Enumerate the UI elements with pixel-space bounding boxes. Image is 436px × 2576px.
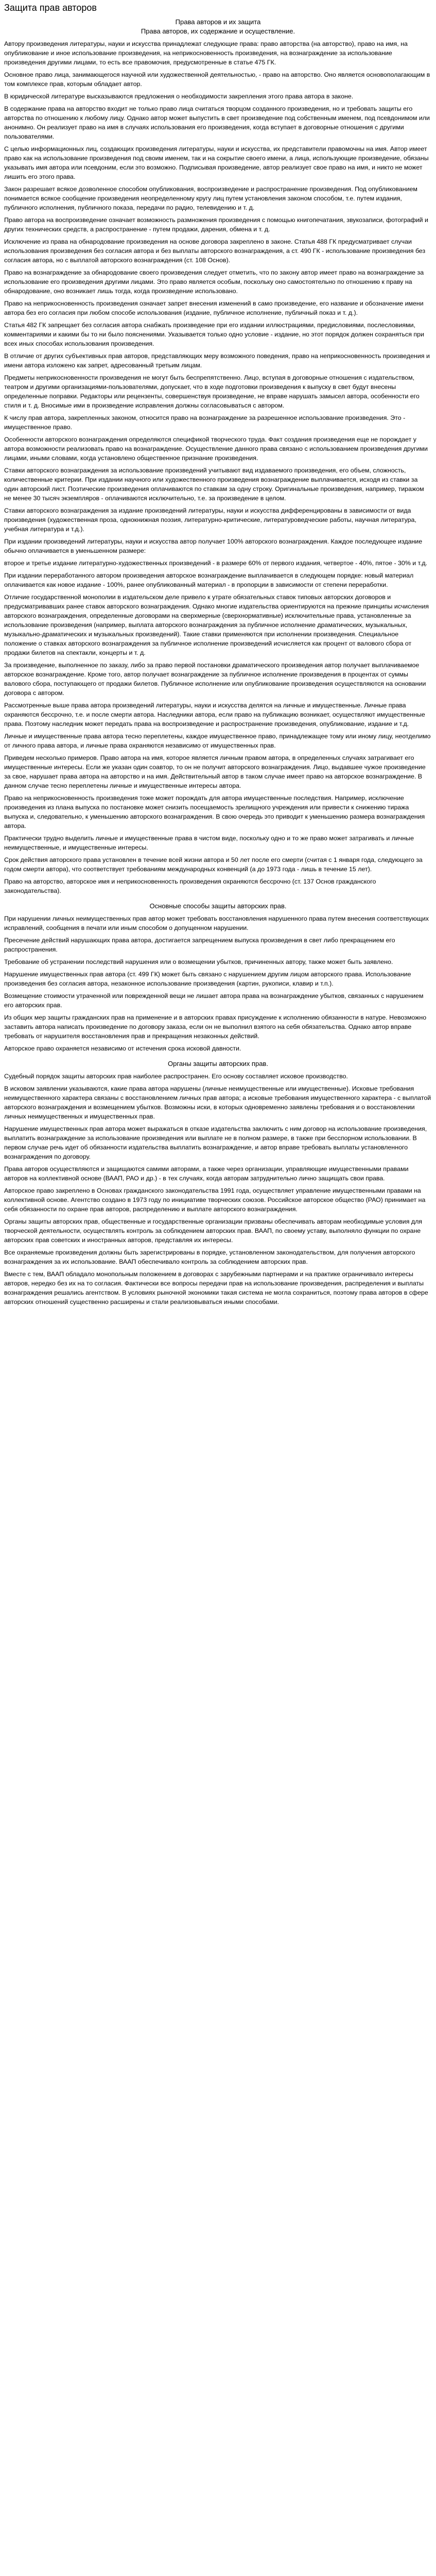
paragraph: Нарушение имущественных прав автора может выражаться в отказе издательства заключить с ним договор на использование произведения, выплатить вознаграждение за использование произведения или выплате не в полном размере, в также при бесспорном использовании. В первом случае речь идет об обязанности издательства выплатить вознаграждение, и автор вправе требовать выплаты установленного вознаграждения по договору. — [4, 1125, 427, 1160]
paragraph: В исковом заявлении указываются, какие права автора нарушены (личные неимущественные или имущественные). Исковые требования неимущественного характера связаны с восстановлением личных прав автора; а исковые требования имущественного характера - с выплатой авторского вознаграждения и возмещением убытков. Возможны иски, в которых одновременно заявлены требования и о восстановлении личных неимущественных и имущественных прав. — [4, 1085, 431, 1120]
paragraph: К числу прав автора, закрепленных законом, относится право на вознаграждение за разрешенное использование произведения. Это - имущественное право. — [4, 414, 406, 431]
paragraph: Право автора на воспроизведение означает возможность размножения произведения с помощью книгопечатания, звукозаписи, фотографий и других технических средств, а распространение - путем продажи, дарения, обмена и т. д. — [4, 216, 428, 233]
paragraph: Все охраняемые произведения должны быть зарегистрированы в порядке, установленном законодательством, для получения авторского вознаграждения за их использование. ВААП обеспечивало контроль за соблюдением авторских прав. — [4, 1249, 415, 1265]
paragraph: В содержание права на авторство входит не только право лица считаться творцом созданного произведения, но и требовать защиты его авторства по отношению к любому лицу. Однако автор может выпустить в свет произведение под собственным именем, под псевдонимом или анонимно. Он реализует право на имя в случаях использования его произведения, когда вступает в договорные отношения с другими пользователями. — [4, 105, 430, 140]
paragraph: Основное право лица, занимающегося научной или художественной деятельностью, - право на авторство. Оно является основополагающим в том комплексе прав, которым обладает автор. — [4, 71, 430, 88]
paragraph: Права авторов осуществляются и защищаются самими авторами, а также через организации, управляющие имущественными правами авторов на коллективной основе (ВААП, РАО и др.) - в тех случаях, когда авторам затруднительно лично защищать свои права. — [4, 1165, 409, 1182]
paragraph: Закон разрешает всякое дозволенное способом опубликования, воспроизведение и распространение произведения. Под опубликованием понимается всякое сообщение произведения неопределенному кругу лиц путем установления законом способом, т.е. путем издания, публичного исполнения, публичного показа, передачи по радио, телевидению и т. д. — [4, 185, 417, 211]
paragraph: Пресечение действий нарушающих права автора, достигается запрещением выпуска произведения в свет либо прекращением его распространения. — [4, 937, 395, 953]
paragraph: Статья 482 ГК запрещает без согласия автора снабжать произведение при его издании иллюстрациями, предисловиями, послесловиями, комментариями и какими бы то ни было пояснениями. Указывается только одно условие - издание, но этот порядок должен сохраняться при всех иных способах использования произведения. — [4, 321, 424, 347]
paragraph: Личные и имущественные права автора тесно переплетены, каждое имущественное право, принадлежащее тому или иному лицу, неотделимо от личного права автора, и личные права охраняются независимо от имущественных прав. — [4, 733, 431, 749]
article-body-part-1 — [4, 39, 432, 895]
paragraph: Исключение из права на обнародование произведения на основе договора закреплено в законе. Статья 488 ГК предусматривает случаи использования произведения без согласия автора и без выплаты авторского вознаграждения, а ст. 490 ГК - использование произведения без согласия автора, но с выплатой авторского вознаграждения (ст. 108 Основ). — [4, 238, 426, 264]
paragraph: Авторское право охраняется независимо от истечения срока исковой давности. — [4, 1045, 241, 1052]
paragraph: Практически трудно выделить личные и имущественные права в чистом виде, поскольку одно и то же право может затрагивать и личные неимущественные, и имущественные интересы. — [4, 835, 414, 851]
paragraph: С целью информационных лиц, создающих произведения литературы, науки и искусства, их представители правомочны на имя. Автор имеет право как на использование произведения под своим именем, так и на сокрытие своего имени, а лица, использующие произведение, обязаны указывать имя автора или псевдоним, если это возможно. Подписывая произведение, автор реализует свое право на имя, и никто не может лишить его этого права. — [4, 145, 429, 180]
paragraph: Вместе с тем, ВААП обладало монопольным положением в договорах с зарубежными партнерами и на практике ограничивало интересы авторов, нередко без их на то согласия. Фактически все вопросы передачи прав на использование произведения, распределения и выплаты вознаграждения решались агентством. В условиях рыночной экономики такая система не могла сохраниться, поэтому права авторов в сфере авторских отношений существенно расширены и стали реализовываться иными способами. — [4, 1270, 428, 1306]
page-title: Защита прав авторов — [4, 3, 97, 13]
paragraph: Право на неприкосновенность произведения тоже может порождать для автора имущественные последствия. Например, исключение произведения из плана выпуска по постановке может снизить посещаемость зрелищного учреждения или привести к снижению тиража выпуска и, следовательно, к уменьшению авторского вознаграждения. В свою очередь это приводит к уменьшению размера вознаграждения автора. — [4, 794, 425, 829]
paragraph: Возмещение стоимости утраченной или поврежденной вещи не лишает автора права на вознаграждение убытков, связанных с нарушением его авторских прав. — [4, 992, 424, 1009]
paragraph: Из общих мер защиты гражданских прав на применение и в авторских правах присуждение к исполнению обязанности в натуре. Невозможно заставить автора написать произведение по договору заказа, если он не выполнил взятого на себя обязательства. Однако автор вправе требовать от нарушителя восстановления прав и прекращения незаконных действий. — [4, 1014, 427, 1040]
paragraph: Срок действия авторского права установлен в течение всей жизни автора и 50 лет после его смерти (считая с 1 января года, следующего за годом смерти автора), что соответствует требованиям международных конвенций (а до 1973 года - лишь в течение 15 лет). — [4, 856, 423, 873]
paragraph: Ставки авторского вознаграждения за использование произведений учитывают вид издаваемого произведения, его объем, сложность, количественные критерии. При издании научного или художественного произведения вознаграждение выплачивается, исходя из ставки за один авторский лист. Поэтические произведения оплачиваются по ставкам за одну строку. Оригинальные произведения, например, тиражом не менее 30 тысяч экземпляров - оплачиваются исключительно, т.е. за произведение в целом. — [4, 467, 424, 502]
paragraph: Право на вознаграждение за обнародование своего произведения следует отметить, что по закону автор имеет право на вознаграждение за использование его произведения другими лицами. Это право является особым, поскольку оно самостоятельно по отношению к праву на обнародование, оно возникает лишь тогда, когда произведение использовано. — [4, 269, 424, 295]
paragraph: Нарушение имущественных прав автора (ст. 499 ГК) может быть связано с нарушением другим лицом авторского права. Использование произведения без согласия автора, незаконное использование произведения (картин, рукописи, клавир и т.п.). — [4, 971, 411, 987]
paragraph: Право на неприкосновенность произведения означает запрет внесения изменений в само произведение, его название и обозначение имени автора без его согласия при любом способе использования (издание, публичное исполнение, публичный показ и т. д.). — [4, 300, 424, 316]
section-subheading: Права авторов, их содержание и осуществление. — [141, 27, 295, 35]
paragraph: В отличие от других субъективных прав авторов, представляющих меру возможного поведения, право на неприкосновенность произведения и имени автора изложено как запрет, адресованный третьим лицам. — [4, 352, 430, 369]
article-body-part-3 — [4, 1072, 432, 1307]
paragraph: Органы защиты авторских прав, общественные и государственные организации призваны обеспечивать авторам необходимые условия для творческой деятельности, осуществлять контроль за соблюдением авторских прав. ВААП, по своему уставу, выполняло функции по охране авторских прав советских и иностранных авторов, представляя их интересы. — [4, 1218, 423, 1244]
paragraph: Отличие государственной монополии в издательском деле привело к утрате обязательных ставок типовых авторских договоров и предусматривавших ранее ставок авторского вознаграждения. Однако многие издательства ориентируются на прежние принципы исчисления авторского вознаграждения, определенные договорами на сверхмерные (сверхнормативные) исключительные права, установленные за использование произведения (например, выплата авторского вознаграждения за публичное исполнение драматических, музыкальных, музыкально-драматических и музыкальных произведений). Такие ставки применяются при исполнении произведения. Специальное положение о ставках авторского вознаграждения за публичное исполнение произведений исчисляется как процент от валового сбора от продажи билетов на спектакли, концерты и т. д. — [4, 594, 429, 656]
paragraph: Предметы неприкосновенности произведения не могут быть беспрепятственно. Лицо, вступая в договорные отношения с издательством, театром и другими организациями-пользователями, допускает, что в ходе подготовки произведения к выпуску в свет будут внесены определенные поправки. Редакторы или рецензенты, совершенствуя произведение, не вправе нарушать замысел автора, особенности его стиля и т. д. Вносимые ими в произведение исправления должны согласовываться с автором. — [4, 374, 420, 409]
paragraph: При издании переработанного автором произведения авторское вознаграждение выплачивается в следующем порядке: новый материал оплачивается как новое издание - 100%, ранее опубликованный материал - в пропорции в зависимости от степени переработки. — [4, 572, 414, 588]
paragraph: Приведем несколько примеров. Право автора на имя, которое является личным правом автора, в определенных случаях затрагивает его имущественные интересы. Если же указан один соавтор, то он не получит авторского вознаграждения. Лицо, выдавшее чужое произведение за свое, нарушает права автора на авторство и на имя. Действительный автор в таком случае имеет право на авторское вознаграждение. В данном случае тесно переплетены личные и имущественные интересы автора. — [4, 754, 426, 789]
section-heading-protection: Основные способы защиты авторских прав. — [149, 902, 287, 910]
section-heading: Права авторов и их защита — [175, 18, 261, 26]
paragraph: Авторское право закреплено в Основах гражданского законодательства 1991 года, осуществляет управление имущественными правами на коллективной основе. Агентство создано в 1973 году по инициативе творческих союзов. Российское авторское общество (РАО) принимает на себя обязанности по охране прав авторов, распределению и выплате авторского вознаграждения. — [4, 1187, 426, 1213]
paragraph: Ставки авторского вознаграждения за издание произведений литературы, науки и искусства дифференцированы в зависимости от вида произведения (художественная проза, однокнижная поэзия, литературно-критические, литературоведческие работы, научная литература, учебная литература и т.д.). — [4, 507, 416, 533]
section-heading-bodies: Органы защиты авторских прав. — [168, 1060, 268, 1067]
paragraph: При издании произведений литературы, науки и искусства автор получает 100% авторского вознаграждения. Каждое последующее издание обычно оплачивается в уменьшенном размере: — [4, 538, 423, 554]
paragraph: Особенности авторского вознаграждения определяются спецификой творческого труда. Факт создания произведения еще не порождает у автора возможности реализовать право на вознаграждение. Осуществление данного права связано с использованием произведения другими лицами, иными словами, когда установлено общественное признание произведения. — [4, 436, 428, 462]
paragraph: Рассмотренные выше права автора произведений литературы, науки и искусства делятся на личные и имущественные. Личные права охраняются бессрочно, т.е. и после смерти автора. Наследники автора, если право на публикацию возникает, осуществляют имущественные права. Поэтому наследник может передать права на воспроизведение и распространение произведения, опубликование, издание и т.д. — [4, 702, 425, 727]
paragraph: Требование об устранении последствий нарушения или о возмещении убытков, причиненных автору, также может быть заявлено. — [4, 958, 393, 965]
paragraph: Автору произведения литературы, науки и искусства принадлежат следующие права: право авторства (на авторство), право на имя, на опубликование и иное использование произведения, на неприкосновенность произведения, на вознаграждение за использование произведения другими лицами, то есть все правомочия, предусмотренные в статье 475 ГК. — [4, 40, 408, 66]
paragraph: Право на авторство, авторское имя и неприкосновенность произведения охраняются бессрочно (ст. 137 Основ гражданского законодательства). — [4, 878, 376, 894]
paragraph: При нарушении личных неимущественных прав автор может требовать восстановления нарушенного права путем внесения соответствующих исправлений, сообщения в печати или иным способом о допущенном нарушении. — [4, 915, 429, 931]
paragraph: В юридической литературе высказываются предложения о необходимости закрепления этого права автора в законе. — [4, 93, 354, 100]
article-body-part-2 — [4, 914, 432, 1053]
paragraph: второе и третье издание литературно-художественных произведений - в размере 60% от первого издания, четвертое - 40%, пятое - 30% и т.д. — [4, 560, 428, 567]
paragraph: За произведение, выполненное по заказу, либо за право первой постановки драматического произведения автор получает выплачиваемое авторское вознаграждение. Кроме того, автор получает вознаграждение за публичное исполнение произведения в процентах от суммы валового сбора, поступающего от продажи билетов. Публичное исполнение или опубликование произведения осуществляются на основании договора с автором. — [4, 662, 426, 697]
paragraph: Судебный порядок защиты авторских прав наиболее распространен. Его основу составляет исковое производство. — [4, 1073, 348, 1080]
